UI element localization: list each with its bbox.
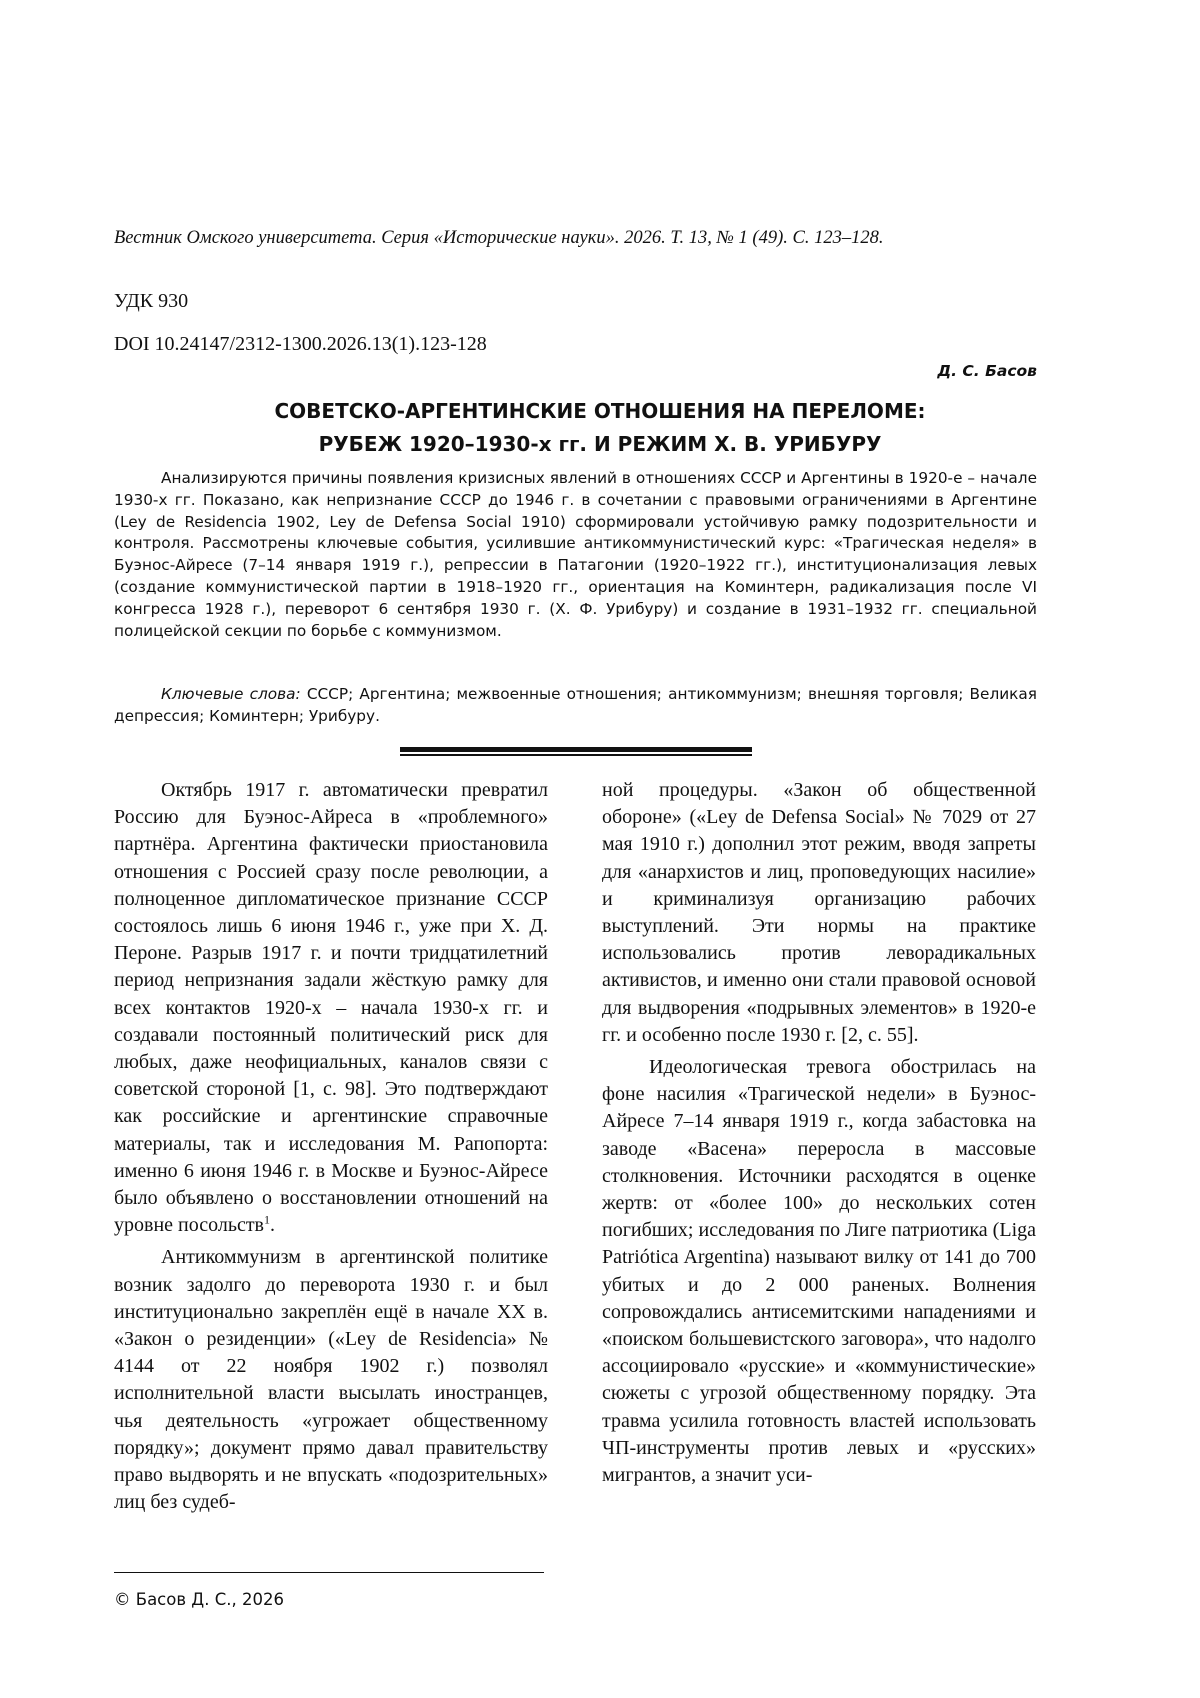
keywords-text: СССР; Аргентина; межвоенные отношения; антикоммунизм; внешняя торговля; Великая депрессия; Коминтерн; Урибуру. bbox=[114, 685, 1037, 725]
paragraph: Октябрь 1917 г. автоматически превратил Россию для Буэнос-Айреса в «проблемного» партнёра. Аргентина фактически приостановила отношения с Россией сразу после революции, а полноценное дипломатическое признание СССР состоялось лишь 6 июня 1946 г., уже при Х. Д. Пероне. Разрыв 1917 г. и почти тридцатилетний период непризнания задали жёсткую рамку для всех контактов 1920-х – начала 1930-х гг. и создавали постоянный политический риск для любых, даже неофициальных, каналов связи с советской стороной [1, с. 98]. Это подтверждают как российские и аргентинские справочные материалы, так и исследования М. Рапопорта: именно 6 июня 1946 г. в Москве и Буэнос-Айресе было объявлено о восстановлении отношений на уровне посольств$^1$. bbox=[114, 779, 548, 1237]
journal-citation: Вестник Омского университета. Серия «Исторические науки». 2026. Т. 13, № 1 (49). С. 123–128. bbox=[114, 228, 884, 248]
doi: DOI 10.24147/2312-1300.2026.13(1).123-128 bbox=[114, 333, 487, 355]
paragraph-text: Октябрь 1917 г. автоматически превратил Россию для Буэнос-Айреса в «проблемного» партнёра. Аргентина фактически приостановила отношения с Россией сразу после революции, а полноценное дипломатическое признание СССР состоялось лишь 6 июня 1946 г., уже при Х. Д. Пероне. Разрыв 1917 г. и почти тридцатилетний период непризнания задали жёсткую рамку для всех контактов 1920-х – начала 1930-х гг. и создавали постоянный политический риск для любых, даже неофициальных, каналов связи с советской стороной [1, с. 98]. Это подтверждают как российские и аргентинские справочные материалы, так и исследования М. Рапопорта: именно 6 июня 1946 г. в Москве и Буэнос-Айресе было объявлено о восстановлении отношений на уровне посольств bbox=[114, 779, 548, 1237]
article-title bbox=[160, 395, 1040, 461]
divider-thick bbox=[400, 747, 752, 752]
footnote-marker: 1 bbox=[264, 1212, 270, 1227]
body-column-right bbox=[602, 777, 1036, 1494]
footnote-divider bbox=[114, 1572, 544, 1573]
paragraph: Антикоммунизм в аргентинской политике возник задолго до переворота 1930 г. и был институционально закреплён ещё в начале XX в. «Закон о резиденции» («Ley de Residencia» № 4144 от 22 ноября 1902 г.) позволял исполнительной власти высылать иностранцев, чья деятельность «угрожает общественному порядку»; документ прямо давал правительству право выдворять и не впускать «подозрительных» лиц без судеб- bbox=[114, 1246, 548, 1514]
keywords bbox=[114, 683, 1037, 727]
paragraph: ной процедуры. «Закон об общественной обороне» («Ley de Defensa Social» № 7029 от 27 мая 1910 г.) дополнил этот режим, вводя запреты для «анархистов и лиц, проповедующих насилие» и криминализуя организацию рабочих выступлений. Эти нормы на практике использовались против леворадикальных активистов, и именно они стали правовой основой для выдворения «подрывных элементов» в 1920-е гг. и особенно после 1930 г. [2, с. 55]. bbox=[602, 779, 1036, 1046]
udk-code: УДК 930 bbox=[114, 290, 189, 312]
body-column-left bbox=[114, 777, 548, 1521]
title-line-2: РУБЕЖ 1920–1930-х гг. И РЕЖИМ Х. В. УРИБУРУ bbox=[318, 432, 882, 456]
abstract: Анализируются причины появления кризисных явлений в отношениях СССР и Аргентины в 1920-е – начале 1930-х гг. Показано, как непризнание СССР до 1946 г. в сочетании с правовыми ограничениями в Аргентине (Ley de Residencia 1902, Ley de Defensa Social 1910) сформировали устойчивую рамку подозрительности и контроля. Рассмотрены ключевые события, усилившие антикоммунистический курс: «Трагическая неделя» в Буэнос-Айресе (7–14 января 1919 г.), репрессии в Патагонии (1920–1922 гг.), институционализация левых (создание коммунистической партии в 1918–1920 гг., ориентация на Коминтерн, радикализация после VI конгресса 1928 г.), переворот 6 сентября 1930 г. (Х. Ф. Урибуру) и создание в 1931–1932 гг. специальной полицейской секции по борьбе с коммунизмом. bbox=[114, 469, 1037, 640]
keywords-label: Ключевые слова: bbox=[161, 685, 301, 703]
copyright: © Басов Д. С., 2026 bbox=[114, 1590, 284, 1609]
author-name: Д. С. Басов bbox=[937, 362, 1037, 380]
paragraph: Идеологическая тревога обострилась на фоне насилия «Трагической недели» в Буэнос-Айресе 7–14 января 1919 г., когда забастовка на заводе «Васена» переросла в массовые столкновения. Источники расходятся в оценке жертв: от «более 100» до нескольких сотен погибших; исследования по Лиге патриотика (Liga Patriótica Argentina) называют вилку от 141 до 700 убитых и до 2 000 раненых. Волнения сопровождались антисемитскими нападениями и «поиском большевистского заговора», что надолго ассоциировало «русские» и «коммунистические» сюжеты с угрозой общественному порядку. Эта травма усилила готовность властей использовать ЧП-инструменты против левых и «русских» мигрантов, а значит уси- bbox=[602, 1056, 1036, 1487]
divider-thin bbox=[400, 754, 752, 756]
title-line-1: СОВЕТСКО-АРГЕНТИНСКИЕ ОТНОШЕНИЯ НА ПЕРЕЛОМЕ: bbox=[274, 399, 926, 423]
